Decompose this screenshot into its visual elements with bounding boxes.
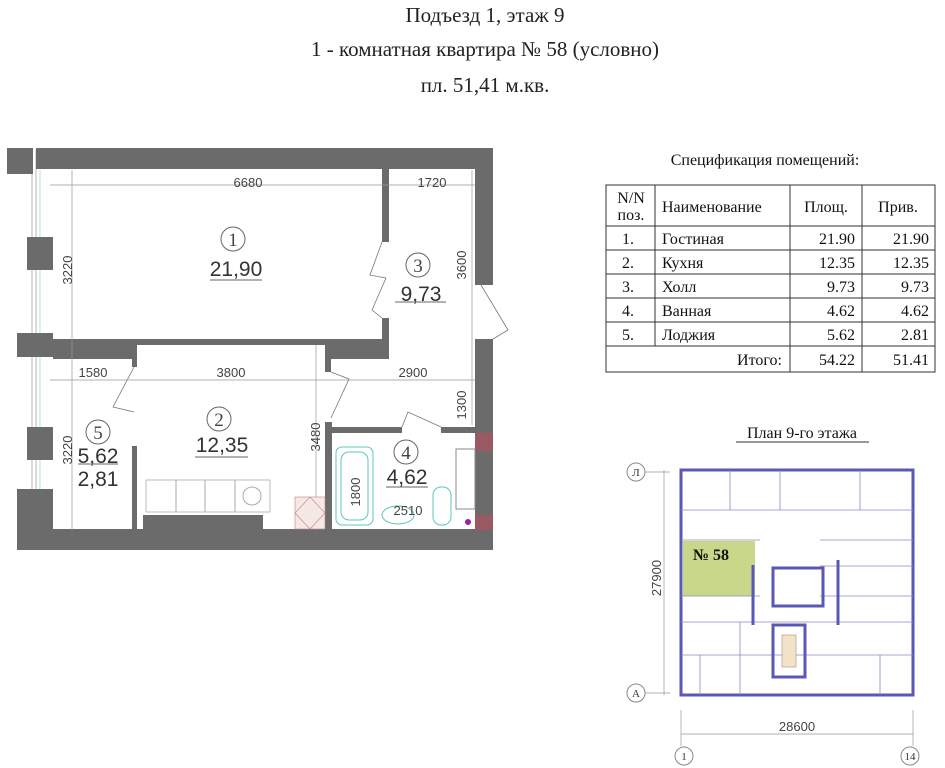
- svg-text:Итого:: Итого:: [737, 352, 782, 369]
- apartment-title: 1 - комнатная квартира № 58 (условно): [310, 37, 660, 61]
- dim-1300: 1300: [454, 390, 469, 420]
- dim-6680: 6680: [233, 175, 263, 190]
- svg-text:12.35: 12.35: [819, 255, 855, 272]
- spec-row: [622, 255, 929, 272]
- apartment-plan: [7, 148, 508, 550]
- svg-text:54.22: 54.22: [819, 352, 855, 369]
- axis-label-top: Л: [632, 467, 640, 479]
- svg-text:5.62: 5.62: [827, 327, 855, 344]
- svg-text:9.73: 9.73: [827, 279, 855, 296]
- svg-text:5.: 5.: [622, 327, 634, 344]
- svg-text:Ванная: Ванная: [662, 303, 712, 320]
- spec-table: [606, 152, 935, 372]
- dim-2510: 2510: [393, 503, 423, 518]
- entrance-door: [481, 285, 508, 339]
- svg-text:Площ.: Площ.: [804, 199, 848, 216]
- dim-2900: 2900: [398, 365, 428, 380]
- dim-3220-lower: 3220: [60, 435, 75, 465]
- apartment-58-label: № 58: [692, 547, 730, 564]
- svg-text:2.: 2.: [622, 255, 634, 272]
- door-loggia: [113, 367, 134, 412]
- svg-text:1.: 1.: [622, 231, 634, 248]
- svg-text:12.35: 12.35: [893, 255, 929, 272]
- spec-header-row: [617, 190, 918, 224]
- svg-text:Холл: Холл: [662, 279, 697, 296]
- axis-label-right: 14: [904, 751, 916, 763]
- spec-row: [622, 303, 929, 320]
- svg-text:9.73: 9.73: [901, 279, 929, 296]
- dim-1800: 1800: [348, 477, 363, 507]
- svg-text:3.: 3.: [622, 279, 634, 296]
- apartment-area-title: пл. 51,41 м.кв.: [420, 73, 550, 97]
- svg-text:Лоджия: Лоджия: [662, 327, 716, 344]
- room-1-label: [210, 227, 263, 281]
- svg-text:N/N: N/N: [617, 190, 645, 207]
- svg-text:Кухня: Кухня: [662, 255, 704, 272]
- spec-row: [622, 279, 929, 296]
- spec-row: [622, 231, 929, 248]
- spec-row: [622, 327, 929, 344]
- axis-label-bottom: А: [632, 688, 640, 700]
- spec-total-row: [737, 352, 929, 369]
- entrance-floor-title: Подъезд 1, этаж 9: [405, 3, 565, 27]
- svg-text:поз.: поз.: [617, 207, 645, 224]
- svg-text:Гостиная: Гостиная: [662, 231, 724, 248]
- svg-text:2,81: 2,81: [77, 468, 119, 491]
- dim-3480: 3480: [308, 422, 323, 452]
- svg-text:3: 3: [413, 256, 423, 277]
- spec-title: Спецификация помещений:: [670, 152, 860, 169]
- svg-text:21,90: 21,90: [209, 258, 263, 281]
- height-dimension: 27900: [649, 559, 664, 597]
- room-4-label: [386, 440, 428, 489]
- shaft-lower: [475, 515, 493, 530]
- svg-text:2.81: 2.81: [901, 327, 929, 344]
- svg-text:5: 5: [93, 423, 103, 444]
- door-kitchen: [331, 372, 349, 418]
- svg-text:Прив.: Прив.: [878, 199, 918, 216]
- dim-3220-upper: 3220: [60, 255, 75, 285]
- door-room1: [370, 242, 386, 318]
- svg-text:4: 4: [401, 443, 411, 464]
- svg-text:9,73: 9,73: [400, 283, 442, 306]
- dim-1580: 1580: [78, 365, 108, 380]
- floor-plan-title: План 9-го этажа: [746, 425, 858, 442]
- svg-text:4.62: 4.62: [901, 303, 929, 320]
- room-3-label: [395, 253, 446, 306]
- dim-3600: 3600: [454, 250, 469, 280]
- svg-text:21.90: 21.90: [893, 231, 929, 248]
- door-bath: [402, 412, 441, 427]
- svg-text:4.62: 4.62: [827, 303, 855, 320]
- svg-text:Наименование: Наименование: [662, 199, 762, 216]
- shaft-upper: [475, 433, 493, 451]
- svg-text:5,62: 5,62: [77, 445, 119, 468]
- room-2-label: [195, 407, 248, 457]
- width-dimension: 28600: [778, 719, 816, 734]
- kitchen-counter: [143, 480, 325, 529]
- svg-text:21.90: 21.90: [819, 231, 855, 248]
- svg-text:4,62: 4,62: [386, 466, 428, 489]
- dim-3800: 3800: [216, 365, 246, 380]
- svg-text:12,35: 12,35: [195, 434, 249, 457]
- svg-text:51.41: 51.41: [893, 352, 929, 369]
- dim-1720: 1720: [417, 175, 447, 190]
- room-5-label: [78, 420, 119, 491]
- svg-text:2: 2: [214, 410, 224, 431]
- floor-plan: [627, 425, 919, 765]
- svg-text:1: 1: [228, 230, 238, 251]
- svg-text:4.: 4.: [622, 303, 634, 320]
- axis-label-left: 1: [681, 751, 687, 763]
